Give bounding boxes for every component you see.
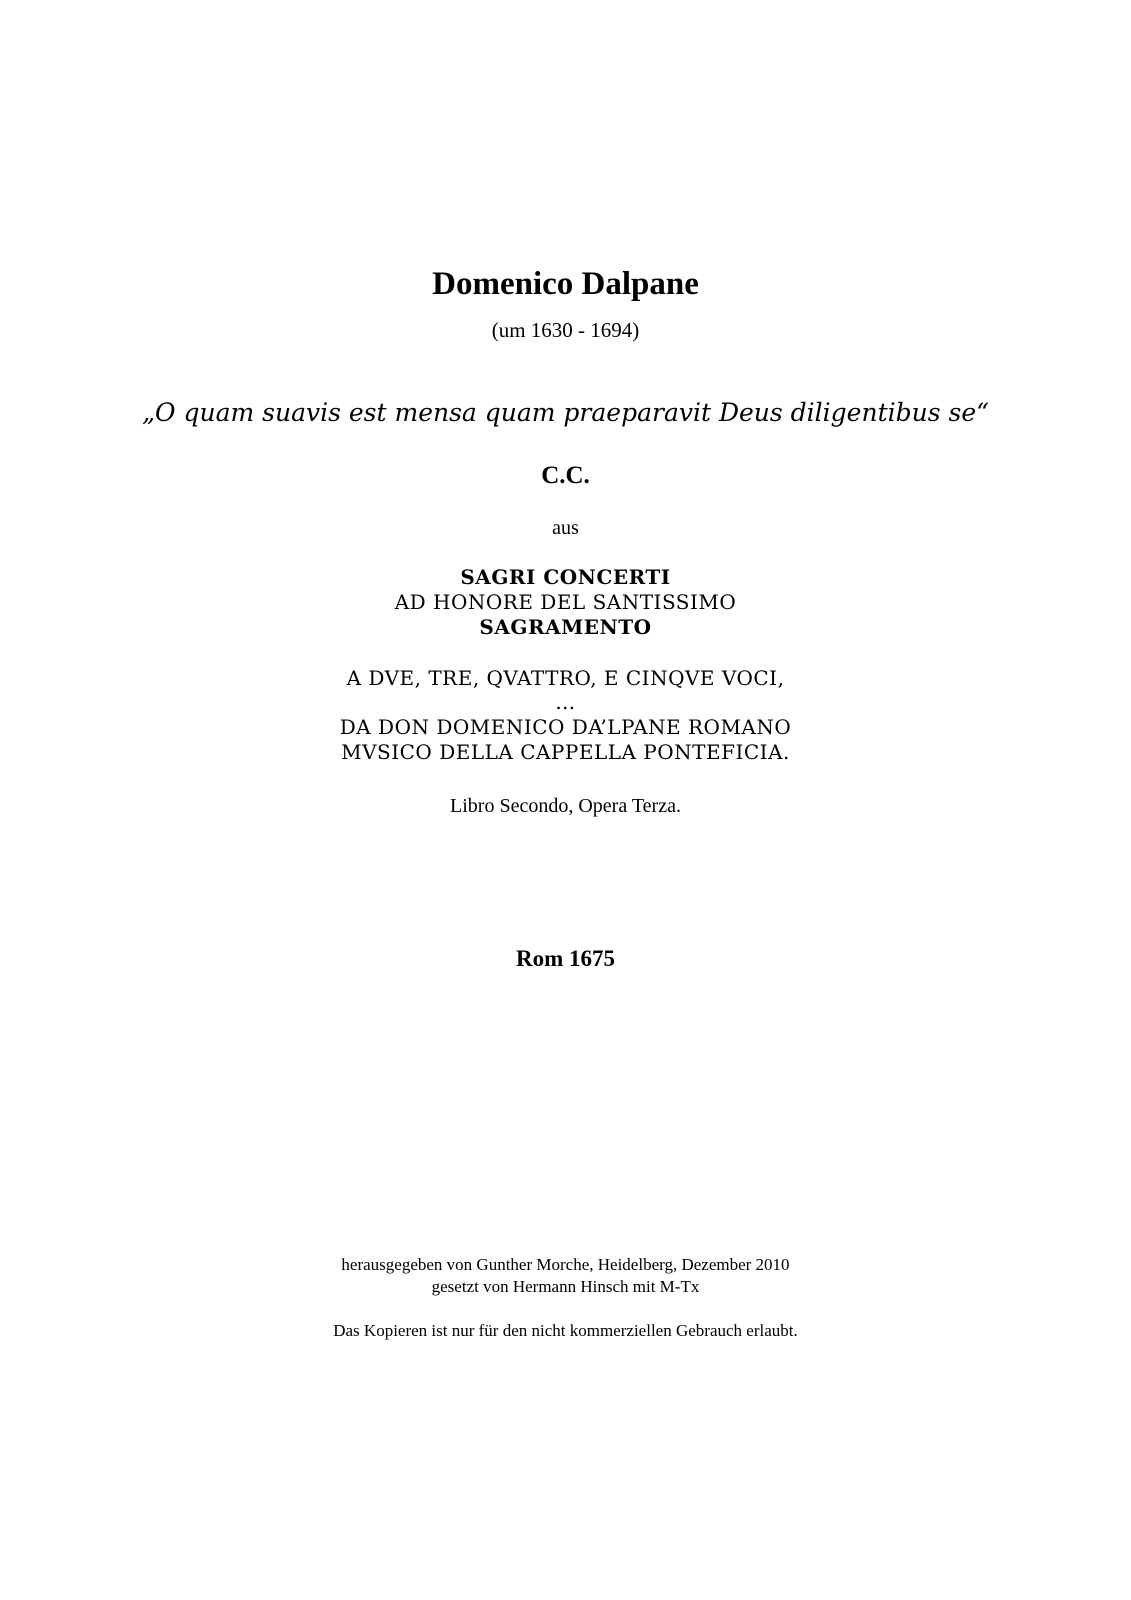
editor-credit: herausgegeben von Gunther Morche, Heidelberg, Dezember 2010 bbox=[341, 1255, 790, 1274]
source-voices: A DVE, TRE, QVATTRO, E CINQVE VOCI, bbox=[346, 666, 785, 690]
publication-place-year: Rom 1675 bbox=[515, 946, 616, 971]
copyright-notice: Das Kopieren ist nur für den nicht kommerziellen Gebrauch erlaubt. bbox=[333, 1321, 798, 1340]
source-book-opus: Libro Secondo, Opera Terza. bbox=[450, 795, 681, 817]
composer-name: Domenico Dalpane bbox=[432, 266, 699, 302]
composer-dates: (um 1630 - 1694) bbox=[491, 318, 640, 342]
source-title-line-2: AD HONORE DEL SANTISSIMO bbox=[394, 590, 737, 614]
source-title-line-1: SAGRI CONCERTI bbox=[460, 565, 671, 589]
typesetter-credit: gesetzt von Hermann Hinsch mit M-Tx bbox=[431, 1277, 700, 1296]
from-label: aus bbox=[552, 517, 579, 539]
source-ellipsis: … bbox=[555, 690, 576, 714]
source-author: DA DON DOMENICO DA’LPANE ROMANO bbox=[339, 715, 792, 739]
source-title-line-3: SAGRAMENTO bbox=[479, 615, 652, 639]
source-author-role: MVSICO DELLA CAPPELLA PONTEFICIA. bbox=[341, 740, 790, 764]
scoring: C.C. bbox=[541, 462, 590, 489]
work-title: „O quam suavis est mensa quam praeparavit Deus diligentibus se“ bbox=[142, 398, 989, 427]
